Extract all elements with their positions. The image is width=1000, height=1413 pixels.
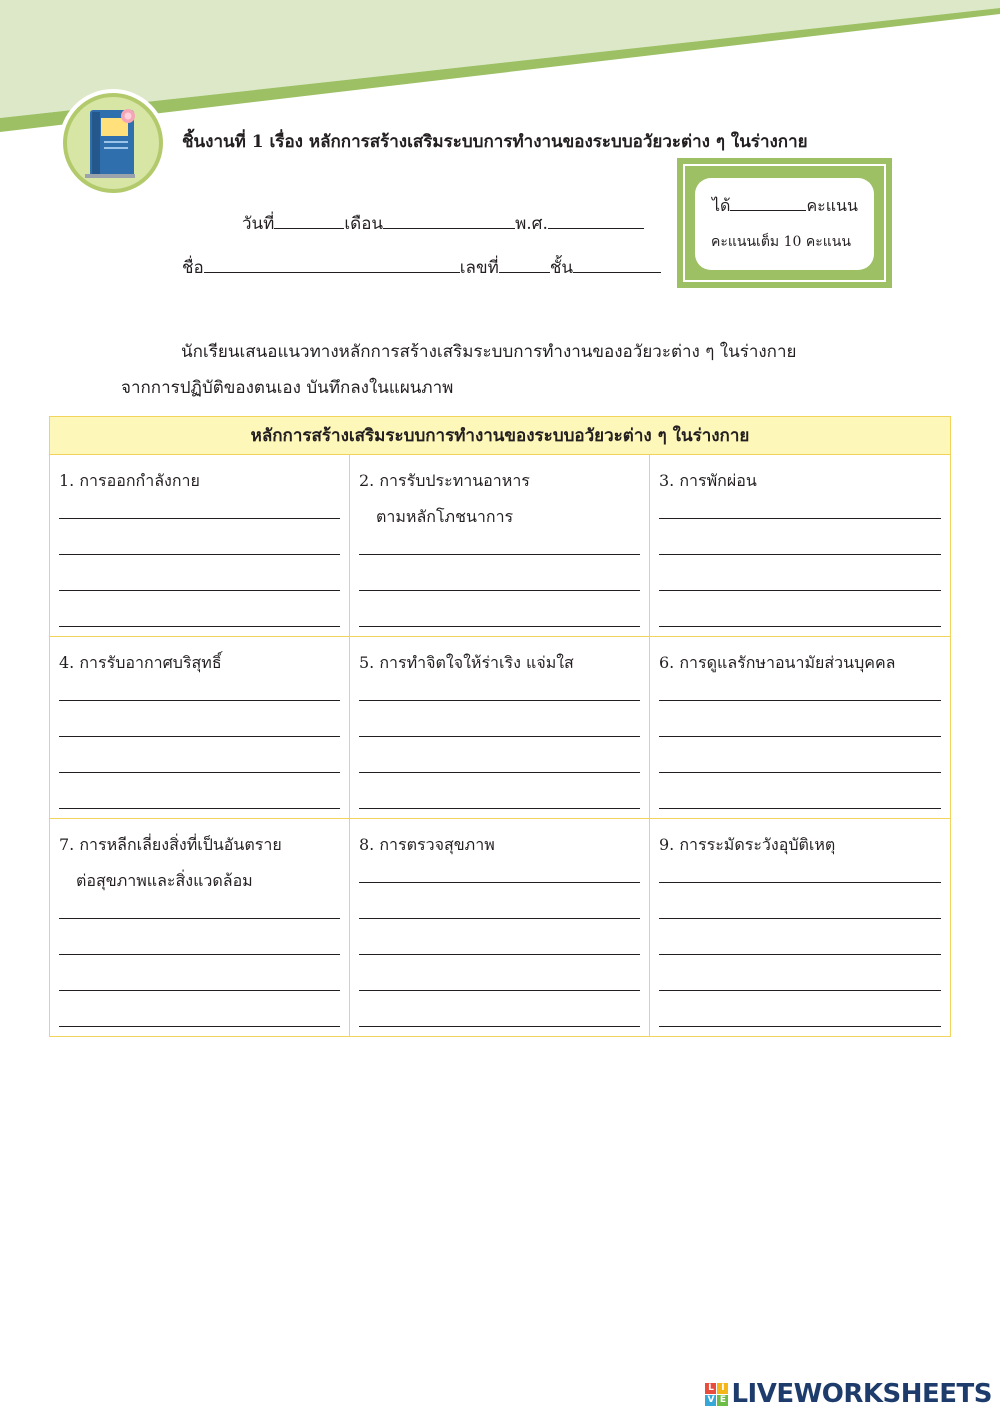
logo-letter: I xyxy=(717,1383,728,1394)
score-got-label: ได้ xyxy=(712,196,731,215)
answer-line[interactable] xyxy=(659,1026,941,1027)
instruction-line-2: จากการปฏิบัติของตนเอง บันทึกลงในแผนภาพ xyxy=(121,378,454,398)
cell-subtitle: ตามหลักโภชนาการ xyxy=(376,507,514,526)
table-cell xyxy=(650,455,951,637)
answer-line[interactable] xyxy=(659,518,941,519)
answer-line[interactable] xyxy=(659,626,941,627)
answer-line[interactable] xyxy=(59,990,340,991)
brand-text: LIVEWORKSHEETS xyxy=(731,1379,992,1409)
cell-title: 6. การดูแลรักษาอนามัยส่วนบุคคล xyxy=(659,653,896,672)
answer-line[interactable] xyxy=(59,918,340,919)
table-cell xyxy=(50,455,350,637)
table-header: หลักการสร้างเสริมระบบการทำงานของระบบอวัยวะต่าง ๆ ในร่างกาย xyxy=(50,417,951,455)
answer-line[interactable] xyxy=(59,626,340,627)
year-field[interactable] xyxy=(548,210,644,229)
score-box xyxy=(677,158,892,288)
cell-title: 3. การพักผ่อน xyxy=(659,471,757,490)
liveworksheets-logo[interactable] xyxy=(705,1379,992,1409)
cell-title: 8. การตรวจสุขภาพ xyxy=(359,835,495,854)
answer-line[interactable] xyxy=(59,700,340,701)
year-label: พ.ศ. xyxy=(515,214,548,234)
logo-letter: L xyxy=(705,1383,716,1394)
answer-line[interactable] xyxy=(359,590,640,591)
answer-line[interactable] xyxy=(359,954,640,955)
score-points-label: คะแนน xyxy=(806,196,858,215)
date-row xyxy=(242,210,644,237)
table-cell xyxy=(350,455,650,637)
principles-table xyxy=(49,416,951,1037)
month-label: เดือน xyxy=(344,214,384,234)
notebook-icon xyxy=(59,89,167,197)
answer-line[interactable] xyxy=(659,590,941,591)
instruction-line-1: นักเรียนเสนอแนวทางหลักการสร้างเสริมระบบการทำงานของอวัยวะต่าง ๆ ในร่างกาย xyxy=(181,342,797,362)
table-cell xyxy=(50,819,350,1037)
cell-title: 7. การหลีกเลี่ยงสิ่งที่เป็นอันตราย xyxy=(59,835,282,854)
logo-letter: E xyxy=(717,1395,728,1406)
number-field[interactable] xyxy=(499,254,550,273)
class-label: ชั้น xyxy=(549,258,573,278)
answer-line[interactable] xyxy=(359,918,640,919)
cell-title: 4. การรับอากาศบริสุทธิ์ xyxy=(59,653,222,672)
cell-title: 1. การออกกำลังกาย xyxy=(59,471,200,490)
table-cell xyxy=(50,637,350,819)
live-logo-icon xyxy=(705,1383,728,1406)
answer-line[interactable] xyxy=(59,772,340,773)
answer-line[interactable] xyxy=(59,554,340,555)
answer-line[interactable] xyxy=(59,736,340,737)
answer-line[interactable] xyxy=(359,808,640,809)
cell-title: 9. การระมัดระวังอุบัติเหตุ xyxy=(659,835,836,854)
worksheet-title: ชิ้นงานที่ 1 เรื่อง หลักการสร้างเสริมระบบการทำงานของระบบอวัยวะต่าง ๆ ในร่างกาย xyxy=(182,132,808,152)
table-cell xyxy=(350,637,650,819)
score-full-label: คะแนนเต็ม 10 คะแนน xyxy=(711,234,851,250)
score-panel xyxy=(695,178,874,270)
answer-line[interactable] xyxy=(359,554,640,555)
name-field[interactable] xyxy=(204,254,460,273)
day-label: วันที่ xyxy=(242,214,275,234)
day-field[interactable] xyxy=(274,210,344,229)
answer-line[interactable] xyxy=(359,700,640,701)
score-field[interactable] xyxy=(730,194,806,211)
answer-line[interactable] xyxy=(59,808,340,809)
answer-line[interactable] xyxy=(659,990,941,991)
table-cell xyxy=(650,637,951,819)
name-row xyxy=(182,254,661,281)
answer-line[interactable] xyxy=(659,882,941,883)
answer-line[interactable] xyxy=(359,626,640,627)
answer-line[interactable] xyxy=(359,882,640,883)
answer-line[interactable] xyxy=(359,772,640,773)
answer-line[interactable] xyxy=(659,918,941,919)
name-label: ชื่อ xyxy=(182,258,204,278)
score-got-row xyxy=(712,194,858,219)
answer-line[interactable] xyxy=(659,808,941,809)
answer-line[interactable] xyxy=(59,1026,340,1027)
month-field[interactable] xyxy=(383,210,515,229)
cell-title: 2. การรับประทานอาหาร xyxy=(359,471,530,490)
answer-line[interactable] xyxy=(659,954,941,955)
number-label: เลขที่ xyxy=(459,258,499,278)
table-cell xyxy=(650,819,951,1037)
answer-line[interactable] xyxy=(659,554,941,555)
answer-line[interactable] xyxy=(359,736,640,737)
logo-letter: V xyxy=(705,1395,716,1406)
answer-line[interactable] xyxy=(59,590,340,591)
answer-line[interactable] xyxy=(659,772,941,773)
answer-line[interactable] xyxy=(659,736,941,737)
answer-line[interactable] xyxy=(59,954,340,955)
answer-line[interactable] xyxy=(659,700,941,701)
class-field[interactable] xyxy=(573,254,661,273)
cell-title: 5. การทำจิตใจให้ร่าเริง แจ่มใส xyxy=(359,653,574,672)
table-cell xyxy=(350,819,650,1037)
answer-line[interactable] xyxy=(359,990,640,991)
answer-line[interactable] xyxy=(59,518,340,519)
cell-subtitle: ต่อสุขภาพและสิ่งแวดล้อม xyxy=(76,871,253,890)
answer-line[interactable] xyxy=(359,1026,640,1027)
